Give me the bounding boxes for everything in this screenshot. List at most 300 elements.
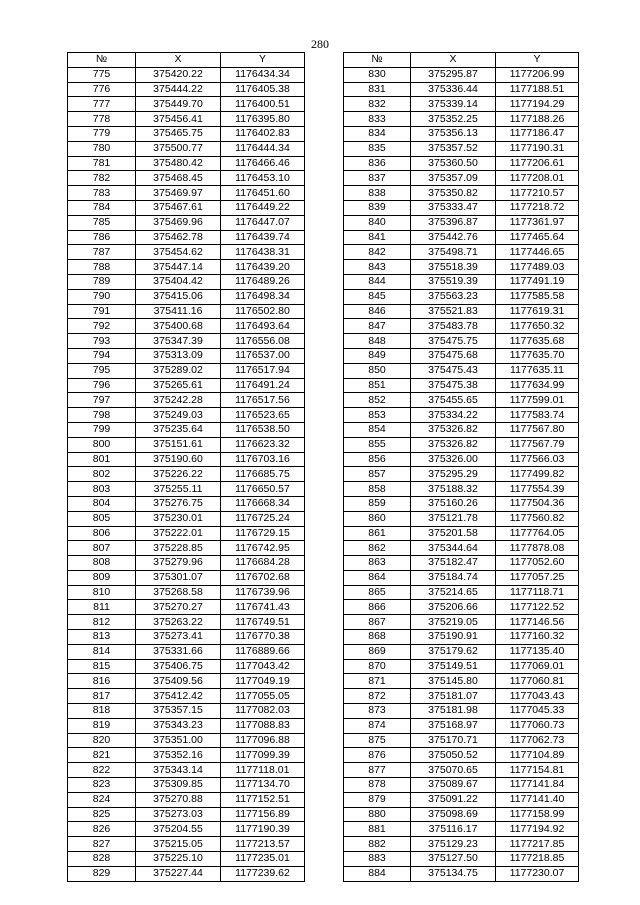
x-coordinate-cell: 375249.03 [136, 408, 221, 423]
point-number-cell: 797 [68, 393, 136, 408]
x-coordinate-cell: 375273.41 [136, 630, 221, 645]
table-row [68, 852, 305, 867]
point-number-cell: 861 [344, 526, 411, 541]
y-coordinate-cell: 1177583.74 [496, 408, 579, 423]
y-coordinate-cell: 1176449.22 [221, 200, 305, 215]
x-coordinate-cell: 375339.14 [411, 97, 496, 112]
point-number-cell: 802 [68, 467, 136, 482]
point-number-cell: 833 [344, 112, 411, 127]
point-number-cell: 778 [68, 112, 136, 127]
point-number-cell: 819 [68, 718, 136, 733]
y-coordinate-cell: 1177154.81 [496, 763, 579, 778]
point-number-cell: 849 [344, 348, 411, 363]
x-coordinate-cell: 375467.61 [136, 200, 221, 215]
x-coordinate-cell: 375050.52 [411, 748, 496, 763]
x-coordinate-cell: 375483.78 [411, 319, 496, 334]
point-number-cell: 812 [68, 615, 136, 630]
table-row [68, 600, 305, 615]
y-coordinate-cell: 1177052.60 [496, 556, 579, 571]
point-number-cell: 800 [68, 437, 136, 452]
table-row [68, 141, 305, 156]
point-number-cell: 884 [344, 866, 411, 881]
point-number-cell: 834 [344, 126, 411, 141]
y-coordinate-cell: 1177878.08 [496, 541, 579, 556]
y-coordinate-cell: 1177567.79 [496, 437, 579, 452]
point-number-cell: 873 [344, 704, 411, 719]
x-coordinate-cell: 375400.68 [136, 319, 221, 334]
point-number-cell: 879 [344, 792, 411, 807]
x-coordinate-cell: 375331.66 [136, 644, 221, 659]
table-row [344, 274, 579, 289]
x-coordinate-cell: 375190.60 [136, 452, 221, 467]
table-row [68, 496, 305, 511]
y-coordinate-cell: 1176889.66 [221, 644, 305, 659]
point-number-cell: 782 [68, 171, 136, 186]
x-coordinate-cell: 375206.66 [411, 600, 496, 615]
table-row [344, 334, 579, 349]
x-coordinate-cell: 375469.97 [136, 186, 221, 201]
x-coordinate-cell: 375149.51 [411, 659, 496, 674]
point-number-cell: 777 [68, 97, 136, 112]
table-row [344, 304, 579, 319]
point-number-cell: 839 [344, 200, 411, 215]
y-coordinate-cell: 1176556.08 [221, 334, 305, 349]
point-number-cell: 881 [344, 822, 411, 837]
point-number-cell: 853 [344, 408, 411, 423]
y-coordinate-cell: 1177141.40 [496, 792, 579, 807]
point-number-cell: 880 [344, 807, 411, 822]
x-coordinate-cell: 375190.91 [411, 630, 496, 645]
table-row [68, 704, 305, 719]
x-coordinate-cell: 375121.78 [411, 511, 496, 526]
x-coordinate-cell: 375411.16 [136, 304, 221, 319]
header-row [68, 53, 305, 68]
x-coordinate-cell: 375404.42 [136, 274, 221, 289]
y-coordinate-cell: 1177213.57 [221, 837, 305, 852]
table-row [68, 422, 305, 437]
table-row [68, 482, 305, 497]
y-coordinate-cell: 1177635.11 [496, 363, 579, 378]
y-coordinate-cell: 1177619.31 [496, 304, 579, 319]
y-coordinate-cell: 1177585.58 [496, 289, 579, 304]
point-number-cell: 811 [68, 600, 136, 615]
y-coordinate-cell: 1177188.26 [496, 112, 579, 127]
x-coordinate-cell: 375462.78 [136, 230, 221, 245]
point-number-cell: 845 [344, 289, 411, 304]
y-coordinate-cell: 1177186.47 [496, 126, 579, 141]
table-row [68, 230, 305, 245]
table-row [68, 82, 305, 97]
point-number-cell: 851 [344, 378, 411, 393]
table-row [344, 408, 579, 423]
x-coordinate-cell: 375255.11 [136, 482, 221, 497]
x-coordinate-cell: 375409.56 [136, 674, 221, 689]
y-coordinate-cell: 1177465.64 [496, 230, 579, 245]
y-coordinate-cell: 1176405.38 [221, 82, 305, 97]
table-row [344, 704, 579, 719]
table-row [68, 615, 305, 630]
x-coordinate-cell: 375455.65 [411, 393, 496, 408]
y-coordinate-cell: 1177566.03 [496, 452, 579, 467]
x-coordinate-cell: 375334.22 [411, 408, 496, 423]
y-coordinate-cell: 1176502.80 [221, 304, 305, 319]
table-row [68, 378, 305, 393]
table-row [344, 718, 579, 733]
point-number-cell: 844 [344, 274, 411, 289]
x-coordinate-cell: 375468.45 [136, 171, 221, 186]
point-number-cell: 788 [68, 260, 136, 275]
y-coordinate-cell: 1176517.56 [221, 393, 305, 408]
y-coordinate-cell: 1176517.94 [221, 363, 305, 378]
x-coordinate-cell: 375270.88 [136, 792, 221, 807]
y-coordinate-cell: 1177190.39 [221, 822, 305, 837]
x-coordinate-cell: 375182.47 [411, 556, 496, 571]
y-coordinate-cell: 1177069.01 [496, 659, 579, 674]
x-coordinate-cell: 375215.05 [136, 837, 221, 852]
point-number-cell: 784 [68, 200, 136, 215]
point-number-cell: 799 [68, 422, 136, 437]
table-row [344, 422, 579, 437]
point-number-cell: 815 [68, 659, 136, 674]
y-coordinate-cell: 1177635.68 [496, 334, 579, 349]
x-coordinate-cell: 375344.64 [411, 541, 496, 556]
point-number-cell: 850 [344, 363, 411, 378]
y-coordinate-cell: 1176685.75 [221, 467, 305, 482]
table-row [344, 393, 579, 408]
table-row [344, 378, 579, 393]
table-row [68, 171, 305, 186]
y-coordinate-cell: 1177499.82 [496, 467, 579, 482]
x-coordinate-cell: 375351.00 [136, 733, 221, 748]
y-coordinate-cell: 1177650.32 [496, 319, 579, 334]
y-coordinate-cell: 1177057.25 [496, 570, 579, 585]
y-coordinate-cell: 1177230.07 [496, 866, 579, 881]
point-number-cell: 858 [344, 482, 411, 497]
point-number-cell: 791 [68, 304, 136, 319]
x-coordinate-cell: 375333.47 [411, 200, 496, 215]
x-coordinate-cell: 375181.98 [411, 704, 496, 719]
point-number-cell: 795 [68, 363, 136, 378]
y-coordinate-cell: 1177099.39 [221, 748, 305, 763]
y-coordinate-cell: 1177104.89 [496, 748, 579, 763]
x-coordinate-cell: 375360.50 [411, 156, 496, 171]
x-coordinate-cell: 375357.52 [411, 141, 496, 156]
x-coordinate-cell: 375352.16 [136, 748, 221, 763]
table-row [68, 748, 305, 763]
point-number-cell: 808 [68, 556, 136, 571]
x-coordinate-cell: 375442.76 [411, 230, 496, 245]
y-coordinate-cell: 1176493.64 [221, 319, 305, 334]
table-row [68, 319, 305, 334]
x-coordinate-cell: 375309.85 [136, 778, 221, 793]
y-coordinate-cell: 1177118.01 [221, 763, 305, 778]
point-number-cell: 830 [344, 67, 411, 82]
x-coordinate-cell: 375127.50 [411, 852, 496, 867]
x-coordinate-cell: 375352.25 [411, 112, 496, 127]
table-row [344, 511, 579, 526]
x-coordinate-cell: 375396.87 [411, 215, 496, 230]
x-coordinate-cell: 375145.80 [411, 674, 496, 689]
table-row [344, 126, 579, 141]
point-number-cell: 835 [344, 141, 411, 156]
table-row [344, 541, 579, 556]
point-number-cell: 810 [68, 585, 136, 600]
table-row [68, 778, 305, 793]
x-coordinate-cell: 375129.23 [411, 837, 496, 852]
y-coordinate-cell: 1176749.51 [221, 615, 305, 630]
point-number-cell: 776 [68, 82, 136, 97]
y-coordinate-cell: 1177141.84 [496, 778, 579, 793]
y-coordinate-cell: 1177160.32 [496, 630, 579, 645]
point-number-cell: 856 [344, 452, 411, 467]
table-body [344, 67, 579, 881]
y-coordinate-cell: 1176703.16 [221, 452, 305, 467]
y-coordinate-cell: 1176491.24 [221, 378, 305, 393]
point-number-cell: 801 [68, 452, 136, 467]
y-coordinate-cell: 1176742.95 [221, 541, 305, 556]
x-coordinate-cell: 375098.69 [411, 807, 496, 822]
table-row [68, 837, 305, 852]
x-coordinate-cell: 375357.09 [411, 171, 496, 186]
table-row [344, 260, 579, 275]
x-coordinate-cell: 375350.82 [411, 186, 496, 201]
x-coordinate-cell: 375454.62 [136, 245, 221, 260]
x-coordinate-cell: 375268.58 [136, 585, 221, 600]
table-row [344, 615, 579, 630]
x-coordinate-cell: 375228.85 [136, 541, 221, 556]
point-number-cell: 832 [344, 97, 411, 112]
point-number-cell: 807 [68, 541, 136, 556]
table-row [68, 763, 305, 778]
point-number-cell: 794 [68, 348, 136, 363]
x-coordinate-cell: 375289.02 [136, 363, 221, 378]
table-row [68, 289, 305, 304]
table-row [68, 792, 305, 807]
y-coordinate-cell: 1177634.99 [496, 378, 579, 393]
y-coordinate-cell: 1177158.99 [496, 807, 579, 822]
table-row [344, 82, 579, 97]
point-number-cell: 816 [68, 674, 136, 689]
y-coordinate-cell: 1177049.19 [221, 674, 305, 689]
point-number-cell: 785 [68, 215, 136, 230]
x-coordinate-cell: 375279.96 [136, 556, 221, 571]
y-coordinate-cell: 1177218.72 [496, 200, 579, 215]
x-coordinate-cell: 375230.01 [136, 511, 221, 526]
y-coordinate-cell: 1177146.56 [496, 615, 579, 630]
table-row [344, 171, 579, 186]
x-coordinate-cell: 375184.74 [411, 570, 496, 585]
table-row [344, 289, 579, 304]
y-coordinate-cell: 1177088.83 [221, 718, 305, 733]
point-number-cell: 790 [68, 289, 136, 304]
table-row [344, 778, 579, 793]
x-coordinate-cell: 375475.68 [411, 348, 496, 363]
table-row [68, 393, 305, 408]
table-row [344, 585, 579, 600]
y-coordinate-cell: 1176623.32 [221, 437, 305, 452]
table-row [344, 186, 579, 201]
y-coordinate-cell: 1176444.34 [221, 141, 305, 156]
y-coordinate-cell: 1177218.85 [496, 852, 579, 867]
x-coordinate-cell: 375181.07 [411, 689, 496, 704]
table-row [68, 556, 305, 571]
y-coordinate-cell: 1177446.65 [496, 245, 579, 260]
point-number-cell: 859 [344, 496, 411, 511]
point-number-cell: 828 [68, 852, 136, 867]
x-coordinate-cell: 375521.83 [411, 304, 496, 319]
x-coordinate-cell: 375116.17 [411, 822, 496, 837]
table-row [344, 733, 579, 748]
table-row [68, 156, 305, 171]
point-number-cell: 779 [68, 126, 136, 141]
y-coordinate-cell: 1177567.80 [496, 422, 579, 437]
table-row [68, 304, 305, 319]
x-coordinate-cell: 375357.15 [136, 704, 221, 719]
y-coordinate-cell: 1176770.38 [221, 630, 305, 645]
y-coordinate-cell: 1177055.05 [221, 689, 305, 704]
x-coordinate-cell: 375160.26 [411, 496, 496, 511]
point-number-cell: 836 [344, 156, 411, 171]
point-number-cell: 806 [68, 526, 136, 541]
y-coordinate-cell: 1176537.00 [221, 348, 305, 363]
point-number-cell: 870 [344, 659, 411, 674]
table-row [344, 526, 579, 541]
table-row [68, 467, 305, 482]
point-number-cell: 804 [68, 496, 136, 511]
y-coordinate-cell: 1176466.46 [221, 156, 305, 171]
table-row [344, 482, 579, 497]
x-coordinate-cell: 375475.43 [411, 363, 496, 378]
point-number-cell: 876 [344, 748, 411, 763]
table-row [68, 644, 305, 659]
table-row [344, 659, 579, 674]
table-row [344, 319, 579, 334]
x-coordinate-cell: 375313.09 [136, 348, 221, 363]
table-row [68, 274, 305, 289]
y-coordinate-cell: 1176741.43 [221, 600, 305, 615]
x-coordinate-cell: 375343.14 [136, 763, 221, 778]
table-row [68, 245, 305, 260]
y-coordinate-cell: 1176434.34 [221, 67, 305, 82]
y-coordinate-cell: 1176523.65 [221, 408, 305, 423]
y-coordinate-cell: 1176725.24 [221, 511, 305, 526]
y-coordinate-cell: 1177082.03 [221, 704, 305, 719]
table-row [344, 748, 579, 763]
point-number-cell: 867 [344, 615, 411, 630]
table-row [344, 644, 579, 659]
header-y: Y [221, 53, 305, 68]
x-coordinate-cell: 375273.03 [136, 807, 221, 822]
table-row [344, 792, 579, 807]
y-coordinate-cell: 1177208.01 [496, 171, 579, 186]
table-row [68, 807, 305, 822]
x-coordinate-cell: 375226.22 [136, 467, 221, 482]
y-coordinate-cell: 1176402.83 [221, 126, 305, 141]
table-row [68, 437, 305, 452]
y-coordinate-cell: 1177188.51 [496, 82, 579, 97]
x-coordinate-cell: 375347.39 [136, 334, 221, 349]
point-number-cell: 882 [344, 837, 411, 852]
table-row [344, 837, 579, 852]
point-number-cell: 783 [68, 186, 136, 201]
header-y: Y [496, 53, 579, 68]
y-coordinate-cell: 1177599.01 [496, 393, 579, 408]
y-coordinate-cell: 1177235.01 [221, 852, 305, 867]
table-row [344, 852, 579, 867]
point-number-cell: 865 [344, 585, 411, 600]
x-coordinate-cell: 375204.55 [136, 822, 221, 837]
y-coordinate-cell: 1177062.73 [496, 733, 579, 748]
page-number: 280 [311, 37, 329, 51]
x-coordinate-cell: 375263.22 [136, 615, 221, 630]
point-number-cell: 821 [68, 748, 136, 763]
table-row [344, 437, 579, 452]
y-coordinate-cell: 1176438.31 [221, 245, 305, 260]
point-number-cell: 875 [344, 733, 411, 748]
point-number-cell: 838 [344, 186, 411, 201]
table-row [68, 570, 305, 585]
x-coordinate-cell: 375480.42 [136, 156, 221, 171]
x-coordinate-cell: 375201.58 [411, 526, 496, 541]
point-number-cell: 817 [68, 689, 136, 704]
point-number-cell: 824 [68, 792, 136, 807]
table-row [68, 334, 305, 349]
table-row [344, 156, 579, 171]
y-coordinate-cell: 1177096.88 [221, 733, 305, 748]
table-row [344, 230, 579, 245]
point-number-cell: 854 [344, 422, 411, 437]
point-number-cell: 868 [344, 630, 411, 645]
point-number-cell: 823 [68, 778, 136, 793]
point-number-cell: 775 [68, 67, 136, 82]
point-number-cell: 805 [68, 511, 136, 526]
point-number-cell: 796 [68, 378, 136, 393]
table-row [344, 97, 579, 112]
y-coordinate-cell: 1177190.31 [496, 141, 579, 156]
table-row [68, 67, 305, 82]
x-coordinate-cell: 375270.27 [136, 600, 221, 615]
point-number-cell: 841 [344, 230, 411, 245]
point-number-cell: 789 [68, 274, 136, 289]
x-coordinate-cell: 375168.97 [411, 718, 496, 733]
x-coordinate-cell: 375295.87 [411, 67, 496, 82]
table-row [344, 467, 579, 482]
y-coordinate-cell: 1177560.82 [496, 511, 579, 526]
y-coordinate-cell: 1177122.52 [496, 600, 579, 615]
x-coordinate-cell: 375326.82 [411, 422, 496, 437]
point-number-cell: 813 [68, 630, 136, 645]
point-number-cell: 786 [68, 230, 136, 245]
point-number-cell: 826 [68, 822, 136, 837]
point-number-cell: 837 [344, 171, 411, 186]
table-row [344, 496, 579, 511]
x-coordinate-cell: 375276.75 [136, 496, 221, 511]
table-row [68, 363, 305, 378]
y-coordinate-cell: 1176439.20 [221, 260, 305, 275]
y-coordinate-cell: 1177206.99 [496, 67, 579, 82]
table-row [68, 526, 305, 541]
point-number-cell: 825 [68, 807, 136, 822]
y-coordinate-cell: 1177060.81 [496, 674, 579, 689]
point-number-cell: 869 [344, 644, 411, 659]
point-number-cell: 827 [68, 837, 136, 852]
table-row [68, 718, 305, 733]
table-row [344, 674, 579, 689]
header-x: X [136, 53, 221, 68]
table-row [68, 689, 305, 704]
table-row [68, 112, 305, 127]
point-number-cell: 877 [344, 763, 411, 778]
